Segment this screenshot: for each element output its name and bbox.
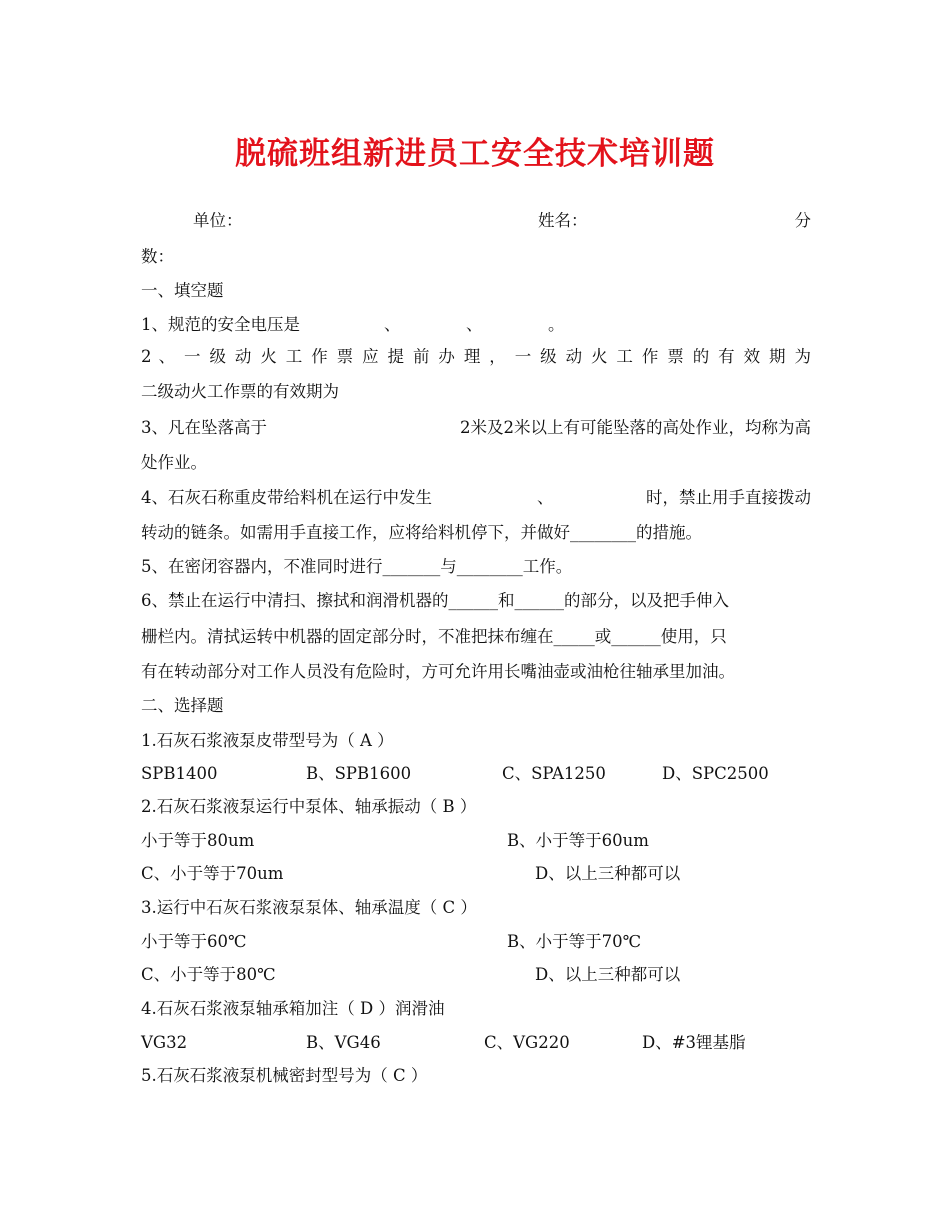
question-6-line3: 有在转动部分对工作人员没有危险时，方可允许用长嘴油壶或油枪往轴承里加油。 [141,662,735,681]
choice-3-option-a: 小于等于60℃ [141,932,247,951]
section-multiple-choice: 二、选择题 [141,696,224,715]
unit-label: 单位： [193,211,243,230]
choice-2-option-b: B、小于等于60um [507,831,649,850]
choice-question-3: 3.运行中石灰石浆液泵泵体、轴承温度（ C ） [141,898,477,917]
choice-question-4: 4.石灰石浆液泵轴承箱加注（ D ）润滑油 [141,999,445,1018]
choice-1-option-b: B、SPB1600 [306,764,412,783]
question-2-line1: 2 、 一 级 动 火 工 作 票 应 提 前 办 理 ， 一 级 动 火 工 作 票 的 有 效 期 为 [141,347,811,366]
question-5: 5、在密闭容器内，不准同时进行_______与________工作。 [141,557,573,576]
choice-question-2: 2.石灰石浆液泵运行中泵体、轴承振动（ B ） [141,797,477,816]
name-label: 姓名： [538,211,588,230]
choice-4-option-b: B、VG46 [306,1033,381,1052]
choice-4-option-a: VG32 [141,1033,188,1052]
choice-1-option-c: C、SPA1250 [502,764,606,783]
choice-question-1: 1.石灰石浆液泵皮带型号为（ A ） [141,731,394,750]
choice-4-option-d: D、#3锂基脂 [642,1033,746,1052]
choice-3-option-c: C、小于等于80℃ [141,965,276,984]
choice-1-option-d: D、SPC2500 [662,764,769,783]
document-page: 脱硫班组新进员工安全技术培训题 单位： 姓名： 分 数： 一、填空题 1、规范的安全电压是 、 、 。 2 、 一 级 动 火 工 作 票 应 提 前 办 理 ， 一 级 动 火 工 作 票 的 有 效 期 为 二级动火工作票的有效期为 3、凡在坠落高于 2米及2米以上有可能坠落的高处作业，均称为高 处作业。 4、石灰石称重皮带给料机在运行中发生 、 时，禁止用手直接拨动 转动的链条。如需用手直接工作，应将给料机停下，并做好________的措施。 5、在密闭容器内，不准同时进行_______与________工作。 6、禁止在运行中清扫、擦拭和润滑机器的______和______的部分，以及把手伸入 栅栏内。清拭运转中机器的固定部分时，不准把抹布缠在_____或______使用，只 有在转动部分对工作人员没有危险时，方可允许用长嘴油壶或油枪往轴承里加油。 二、选择题 1.石灰石浆液泵皮带型号为（ A ） SPB1400 B、SPB1600 C、SPA1250 D、SPC2500 2.石灰石浆液泵运行中泵体、轴承振动（ B ） 小于等于80um B、小于等于60um C、小于等于70um D、以上三种都可以 3.运行中石灰石浆液泵泵体、轴承温度（ C ） 小于等于60℃ B、小于等于70℃ C、小于等于80℃ D、以上三种都可以 4.石灰石浆液泵轴承箱加注（ D ）润滑油 VG32 B、VG46 C、VG220 D、#3锂基脂 5.石灰石浆液泵机械密封型号为（ C ） [0,0,950,1230]
question-2-line2: 二级动火工作票的有效期为 [141,382,339,401]
score-label-part2: 数： [141,247,174,266]
choice-2-option-c: C、小于等于70um [141,864,284,883]
question-6-line2: 栅栏内。清拭运转中机器的固定部分时，不准把抹布缠在_____或______使用，只 [141,627,727,646]
question-4-line2: 转动的链条。如需用手直接工作，应将给料机停下，并做好________的措施。 [141,523,702,542]
choice-3-option-d: D、以上三种都可以 [535,965,681,984]
question-3-line2: 处作业。 [141,453,207,472]
score-label-part1: 分 [794,211,811,230]
choice-2-option-d: D、以上三种都可以 [535,864,681,883]
document-title: 脱硫班组新进员工安全技术培训题 [235,136,715,172]
choice-4-option-c: C、VG220 [484,1033,570,1052]
choice-1-option-a: SPB1400 [141,764,218,783]
choice-3-option-b: B、小于等于70℃ [507,932,642,951]
question-6-line1: 6、禁止在运行中清扫、擦拭和润滑机器的______和______的部分，以及把手伸入 [141,591,729,610]
section-fill-in: 一、填空题 [141,281,224,300]
choice-question-5: 5.石灰石浆液泵机械密封型号为（ C ） [141,1066,428,1085]
choice-2-option-a: 小于等于80um [141,831,255,850]
